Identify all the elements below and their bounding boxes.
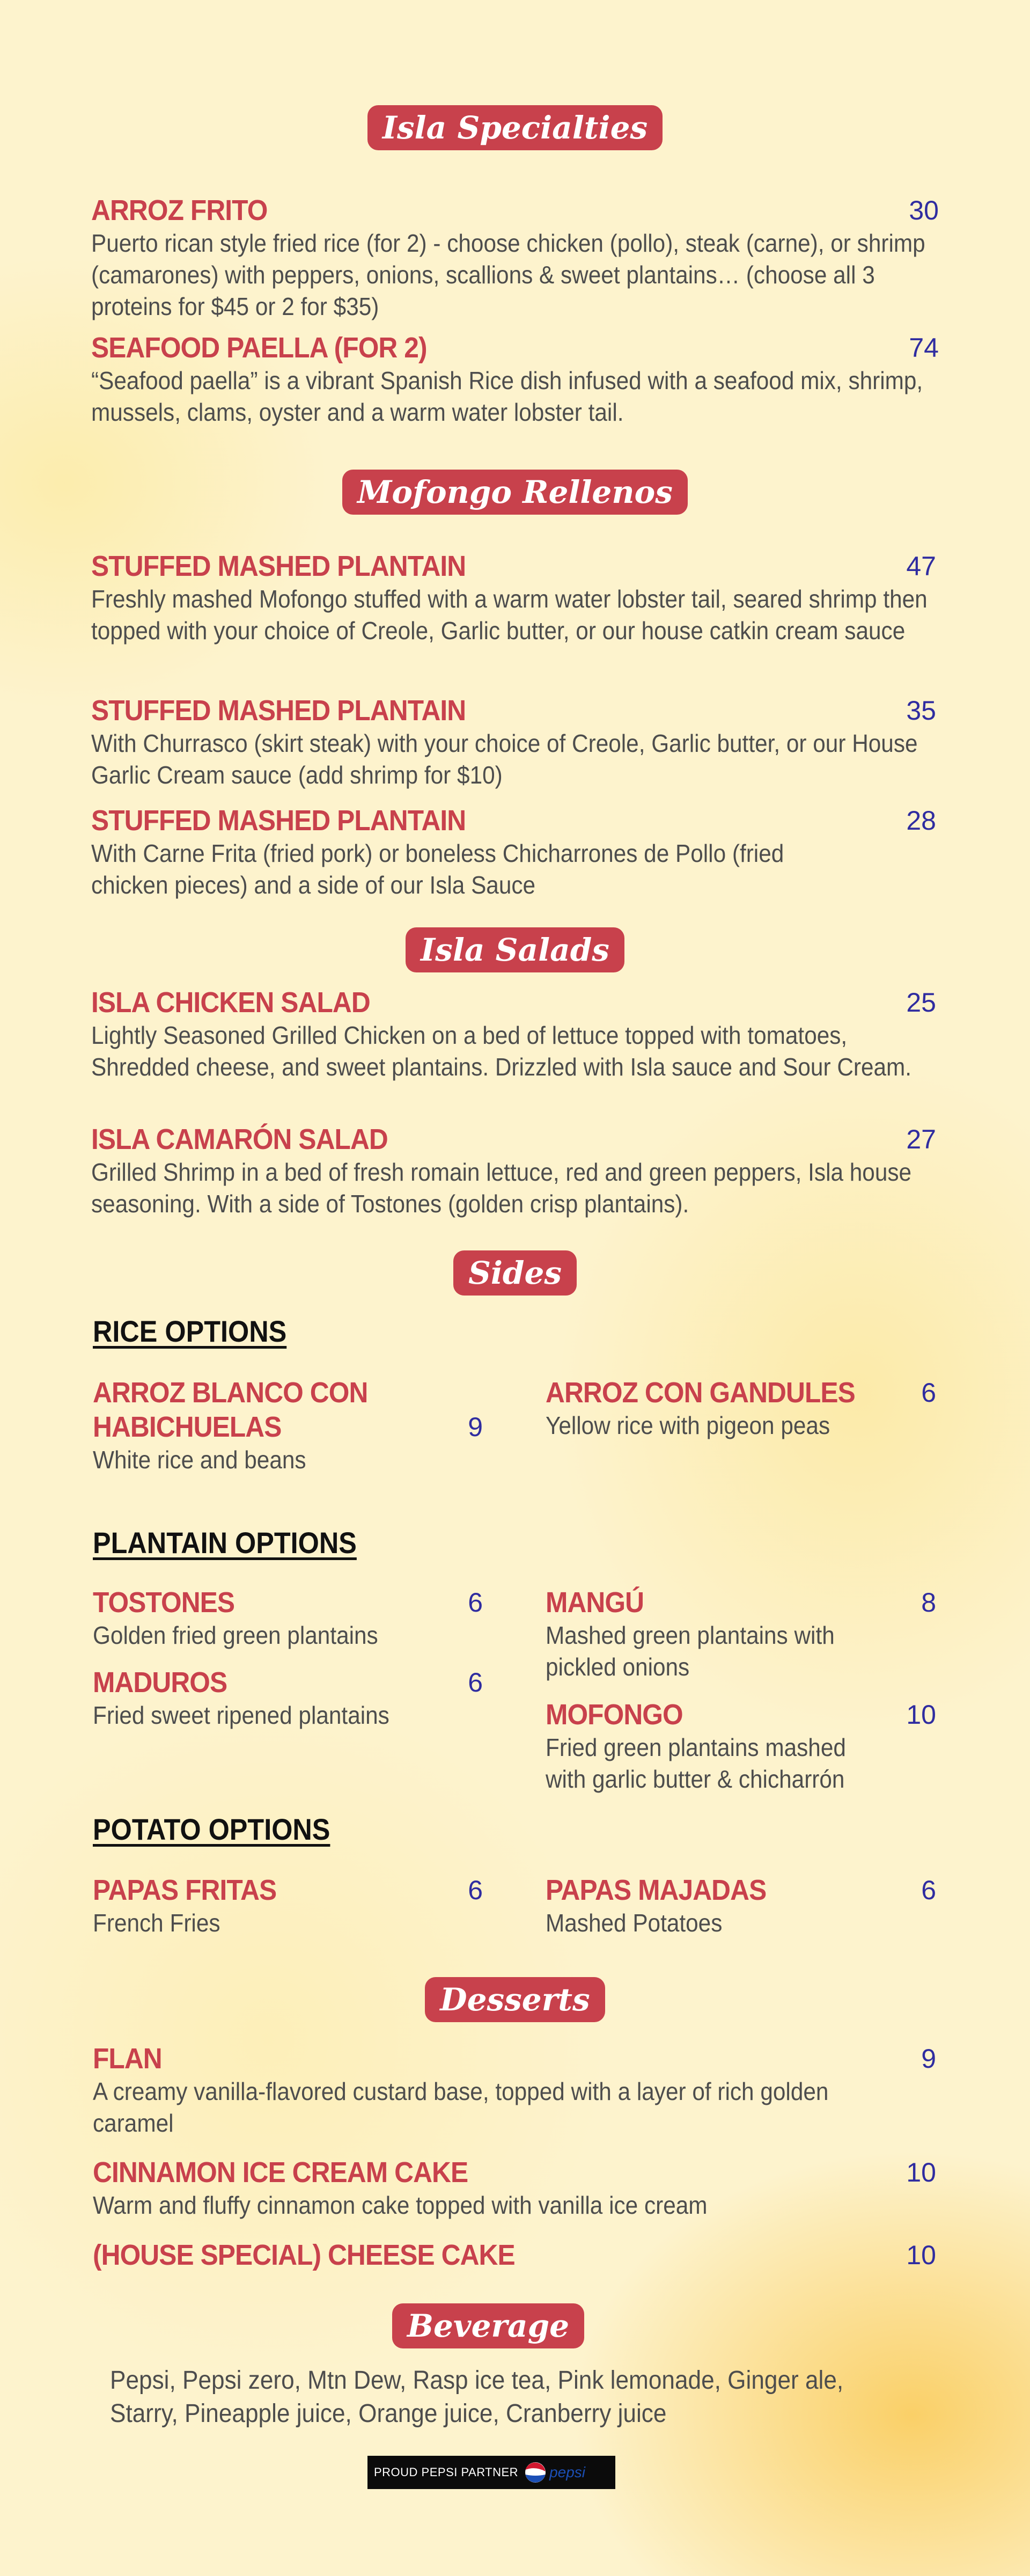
section-title-desserts-label: Desserts xyxy=(425,1977,605,2022)
item-price: 10 xyxy=(906,1700,936,1730)
item-name: PAPAS FRITAS xyxy=(93,1874,277,1906)
item-name: STUFFED MASHED PLANTAIN xyxy=(91,694,466,727)
potato-options-title: POTATO OPTIONS xyxy=(93,1812,330,1846)
item-name: STUFFED MASHED PLANTAIN xyxy=(91,550,466,582)
item-price: 30 xyxy=(909,195,939,225)
item-description: Freshly mashed Mofongo stuffed with a warm water lobster tail, seared shrimp then topped with your choice of Creole, Garlic butter, or our house catkin cream sauce xyxy=(91,585,928,645)
item-description: Yellow rice with pigeon peas xyxy=(546,1411,830,1439)
section-title-salads-label: Isla Salads xyxy=(406,927,624,972)
pepsi-partner-badge xyxy=(367,2456,615,2489)
item-description: With Churrasco (skirt steak) with your choice of Creole, Garlic butter, or our House Garlic Cream sauce (add shrimp for $10) xyxy=(91,729,918,789)
item-price: 6 xyxy=(921,1378,936,1408)
pepsi-brand-text: pepsi xyxy=(549,2464,586,2480)
item-description: Lightly Seasoned Grilled Chicken on a bed of lettuce topped with tomatoes, Shredded cheese, and sweet plantains. Drizzled with Isla sauce and Sour Cream. xyxy=(91,1021,912,1081)
beverage-list: Pepsi, Pepsi zero, Mtn Dew, Rasp ice tea, Pink lemonade, Ginger ale, Starry, Pineapple juice, Orange juice, Cranberry juice xyxy=(110,2366,844,2428)
menu-item xyxy=(91,693,936,791)
item-description: Mashed green plantains with pickled onions xyxy=(546,1621,835,1681)
item-description: Puerto rican style fried rice (for 2) - choose chicken (pollo), steak (carne), or shrimp (camarones) with peppers, onions, scallions & sweet plantains… (choose all 3 proteins for $45 or 2 for $35) xyxy=(91,229,925,320)
item-name: ISLA CHICKEN SALAD xyxy=(91,986,370,1019)
menu-item xyxy=(91,193,939,323)
item-name: STUFFED MASHED PLANTAIN xyxy=(91,804,466,837)
item-name: ARROZ FRITO xyxy=(91,194,268,226)
menu-item xyxy=(93,1375,483,1476)
item-price: 9 xyxy=(468,1412,483,1442)
menu-item xyxy=(546,1697,936,1795)
menu-item xyxy=(93,1665,483,1731)
item-description: With Carne Frita (fried pork) or boneless Chicharrones de Pollo (fried chicken pieces) and a side of our Isla Sauce xyxy=(91,839,784,899)
item-description: Warm and fluffy cinnamon cake topped with vanilla ice cream xyxy=(93,2191,708,2219)
item-description: Fried sweet ripened plantains xyxy=(93,1701,389,1729)
item-price: 6 xyxy=(468,1587,483,1618)
section-title-specialties xyxy=(0,105,1030,150)
menu-item xyxy=(93,2238,936,2272)
item-description: Golden fried green plantains xyxy=(93,1621,378,1649)
item-price: 9 xyxy=(921,2044,936,2074)
item-description: White rice and beans xyxy=(93,1446,306,1474)
item-price: 35 xyxy=(906,696,936,726)
item-name: ARROZ CON GANDULES xyxy=(546,1377,855,1409)
item-price: 8 xyxy=(921,1587,936,1618)
menu-item xyxy=(93,2041,936,2139)
section-title-beverage-label: Beverage xyxy=(392,2303,584,2348)
plantain-options-title: PLANTAIN OPTIONS xyxy=(93,1526,357,1560)
item-price: 25 xyxy=(906,987,936,1018)
section-title-mofongo xyxy=(0,470,1030,515)
menu-item xyxy=(91,985,936,1083)
menu-item xyxy=(93,1873,483,1939)
section-title-sides xyxy=(0,1250,1030,1296)
menu-item xyxy=(546,1375,936,1441)
item-description: A creamy vanilla-flavored custard base, topped with a layer of rich golden caramel xyxy=(93,2077,829,2137)
section-title-desserts xyxy=(0,1977,1030,2022)
item-name: ARROZ BLANCO CON HABICHUELAS xyxy=(93,1377,368,1443)
menu-item xyxy=(91,1122,936,1220)
menu-item xyxy=(546,1585,936,1683)
item-price: 28 xyxy=(906,806,936,836)
item-name: SEAFOOD PAELLA (FOR 2) xyxy=(91,332,427,364)
item-name: MOFONGO xyxy=(546,1699,683,1731)
menu-item xyxy=(91,331,939,428)
section-title-salads xyxy=(0,927,1030,972)
item-name: PAPAS MAJADAS xyxy=(546,1874,767,1906)
menu-item xyxy=(546,1873,936,1939)
item-price: 47 xyxy=(906,551,936,581)
item-price: 10 xyxy=(906,2157,936,2187)
section-title-sides-label: Sides xyxy=(453,1250,577,1296)
menu-item xyxy=(91,549,936,647)
item-price: 10 xyxy=(906,2240,936,2270)
item-description: Grilled Shrimp in a bed of fresh romain lettuce, red and green peppers, Isla house seasoning. With a side of Tostones (golden crisp plantains). xyxy=(91,1158,912,1218)
section-title-beverage xyxy=(0,2303,1003,2348)
menu-item xyxy=(93,2155,936,2221)
rice-options-title: RICE OPTIONS xyxy=(93,1314,287,1348)
item-name: ISLA CAMARÓN SALAD xyxy=(91,1123,388,1155)
item-price: 6 xyxy=(468,1875,483,1905)
item-price: 6 xyxy=(921,1875,936,1905)
item-name: CINNAMON ICE CREAM CAKE xyxy=(93,2156,468,2189)
item-name: FLAN xyxy=(93,2043,162,2075)
item-description: French Fries xyxy=(93,1909,220,1937)
pepsi-globe-icon xyxy=(525,2462,546,2483)
item-description: Fried green plantains mashed with garlic butter & chicharrón xyxy=(546,1733,846,1793)
item-name: TOSTONES xyxy=(93,1586,235,1619)
item-price: 27 xyxy=(906,1124,936,1154)
section-title-specialties-label: Isla Specialties xyxy=(367,105,663,150)
menu-item xyxy=(91,803,936,901)
item-description: Mashed Potatoes xyxy=(546,1909,723,1937)
menu-item xyxy=(93,1585,483,1651)
pepsi-partner-text: PROUD PEPSI PARTNER xyxy=(374,2465,519,2479)
item-name: (HOUSE SPECIAL) CHEESE CAKE xyxy=(93,2239,515,2271)
item-name: MANGÚ xyxy=(546,1586,644,1619)
item-description: “Seafood paella” is a vibrant Spanish Rice dish infused with a seafood mix, shrimp, mussels, clams, oyster and a warm water lobster tail. xyxy=(91,367,923,426)
item-price: 74 xyxy=(909,333,939,363)
section-title-mofongo-label: Mofongo Rellenos xyxy=(342,470,688,515)
item-name: MADUROS xyxy=(93,1666,227,1699)
item-price: 6 xyxy=(468,1667,483,1697)
